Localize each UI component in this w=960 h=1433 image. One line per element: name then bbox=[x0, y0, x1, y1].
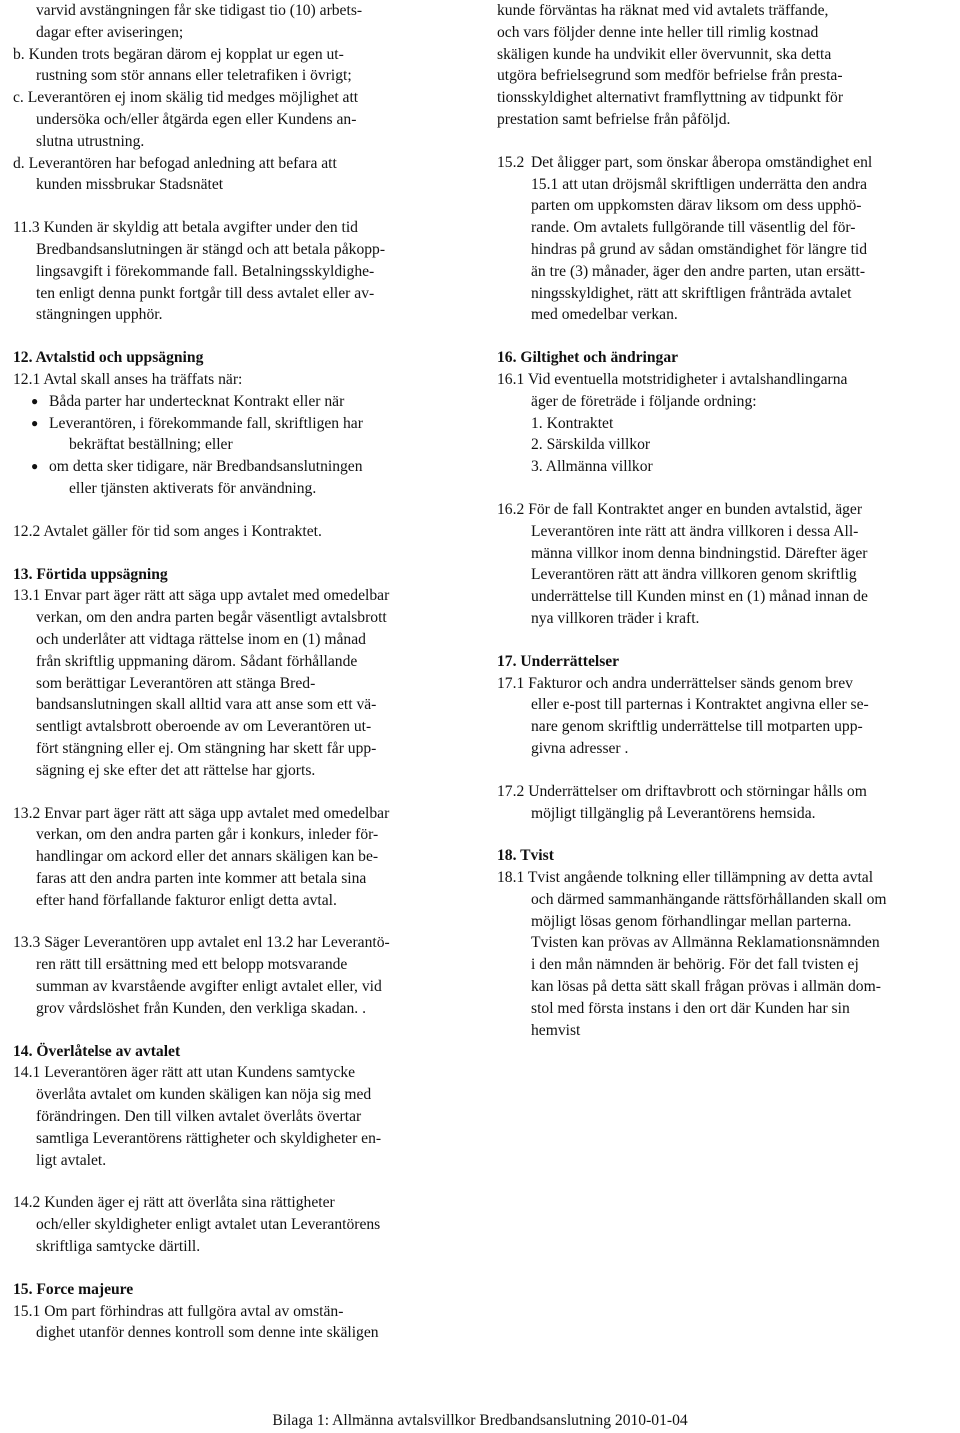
text-line: 16.2 För de fall Kontraktet anger en bunden avtalstid, äger bbox=[497, 500, 863, 518]
text-line: underrättelse till Kunden minst en (1) månad innan de bbox=[531, 588, 868, 606]
text-line: förändringen. Den till vilken avtalet överlåts övertar bbox=[36, 1108, 362, 1126]
text-line: 15.1 att utan dröjsmål skriftligen underrätta den andra bbox=[531, 175, 868, 193]
bullet-list bbox=[13, 391, 453, 500]
clause-b: b. Kunden trots begäran därom ej kopplat ur egen ut- bbox=[13, 45, 344, 63]
text-line: än tre (3) månader, äger den andre parten, utan ersätt- bbox=[531, 262, 866, 280]
text-line: kunde förväntas ha räknat med vid avtalets träffande, bbox=[497, 2, 829, 19]
text-line: från skriftlig uppmaning därom. Sådant förhållande bbox=[36, 652, 358, 670]
text-line: hemvist bbox=[531, 1021, 581, 1039]
text-line: i den mån nämnden är behörig. För det fall tvisten ej bbox=[531, 956, 859, 974]
section-16-2 bbox=[497, 499, 952, 630]
right-column bbox=[497, 0, 952, 1041]
text-line: möjligt tillgänglig på Leverantörens hemsida. bbox=[531, 804, 816, 822]
text-line: 17.2 Underrättelser om driftavbrott och störningar hålls om bbox=[497, 782, 867, 800]
text-line: 16.1 Vid eventuella motstridigheter i avtalshandlingarna bbox=[497, 370, 848, 388]
text-line: dighet utanför dennes kontroll som denne inte skäligen bbox=[36, 1324, 379, 1342]
section-15-2 bbox=[497, 152, 952, 326]
section-17-2 bbox=[497, 781, 952, 825]
section-12-1: 12.1 Avtal skall anses ha träffats när: bbox=[13, 370, 243, 388]
section-13-3 bbox=[13, 932, 453, 1019]
text-line: skäligen kunde ha undvikit eller övervunnit, ska detta bbox=[497, 45, 832, 63]
section-heading-14: 14. Överlåtelse av avtalet bbox=[13, 1042, 181, 1060]
text-line: utgöra befrielsegrund som medför befrielse från presta- bbox=[497, 67, 843, 85]
text-line: 13.1 Envar part äger rätt att säga upp avtalet med omedelbar bbox=[13, 587, 390, 605]
text-line: kan lösas på detta sätt skall frågan prövas i allmän dom- bbox=[531, 978, 881, 996]
text-line: givna adresser . bbox=[531, 739, 629, 757]
text-line: kunden missbrukar Stadsnätet bbox=[36, 176, 224, 194]
list-item bbox=[13, 456, 453, 478]
text-line: 15.1 Om part förhindras att fullgöra avtal av omstän- bbox=[13, 1302, 344, 1320]
text-line: samtliga Leverantörens rättigheter och skyldigheter en- bbox=[36, 1129, 382, 1147]
section-13-2 bbox=[13, 803, 453, 912]
clause-c: c. Leverantören ej inom skälig tid medges möjlighet att bbox=[13, 89, 359, 107]
section-heading-16: 16. Giltighet och ändringar bbox=[497, 349, 679, 367]
list-item: 1. Kontraktet bbox=[531, 414, 614, 432]
text-line: nare genom skriftlig underrättelse till motparten upp- bbox=[531, 718, 863, 736]
text-line: efter hand förfallande fakturor enligt detta avtal. bbox=[36, 891, 337, 909]
text-line: med omedelbar verkan. bbox=[531, 306, 678, 324]
text-line: ningsskyldighet, rätt att skriftligen frånträda avtalet bbox=[531, 284, 852, 302]
text-line: stängningen upphör. bbox=[36, 306, 163, 324]
list-item-text: eller tjänsten aktiverats för användning. bbox=[69, 479, 317, 497]
bullet-icon: ● bbox=[31, 393, 39, 408]
text-line: faras att den andra parten inte kommer att betala sina bbox=[36, 869, 367, 887]
text-line: överlåta avtalet om kunden skäligen kan nöja sig med bbox=[36, 1086, 372, 1104]
text-line: sägning ej ske efter det att rättelse har gjorts. bbox=[36, 761, 316, 779]
text-line: bandsanslutningen skall alltid vara att anse som ett vä- bbox=[36, 696, 377, 714]
text-line: stol med första instans i den ort där Kunden har sin bbox=[531, 999, 850, 1017]
text-line: nya villkoren träder i kraft. bbox=[531, 609, 700, 627]
text-line: rustning som stör annans eller teletrafiken i övrigt; bbox=[36, 67, 352, 85]
text-line: Leverantören rätt att ändra villkoren genom skriftlig bbox=[531, 566, 857, 584]
text-line: sentligt avtalsbrott oberoende av om Leverantören ut- bbox=[36, 718, 372, 736]
text-line: Det åligger part, som önskar åberopa omständighet enl bbox=[531, 153, 873, 171]
list-item: 3. Allmänna villkor bbox=[531, 458, 653, 476]
page-footer: Bilaga 1: Allmänna avtalsvillkor Bredbandsanslutning 2010-01-04 bbox=[272, 1412, 688, 1429]
text-line: rande. Om avtalets fullgörande till väsentlig del för- bbox=[531, 219, 856, 237]
text-line: Bredbandsanslutningen är stängd och att betala påkopp- bbox=[36, 240, 386, 258]
list-item-text: Leverantören, i förekommande fall, skriftligen har bbox=[49, 414, 363, 432]
clause-d: d. Leverantören har befogad anledning att befara att bbox=[13, 154, 337, 172]
bullet-icon: ● bbox=[31, 459, 39, 474]
section-number: 15.2 bbox=[497, 153, 525, 171]
text-line: ten enligt denna punkt fortgår till dess avtalet eller av- bbox=[36, 284, 375, 302]
text-line: ligt avtalet. bbox=[36, 1151, 107, 1169]
text-line: fört stängning eller ej. Om stängning har skett får upp- bbox=[36, 739, 377, 757]
section-heading-13: 13. Förtida uppsägning bbox=[13, 565, 168, 583]
text-line: prestation samt befrielse från påföljd. bbox=[497, 110, 731, 128]
text-line: Tvisten kan prövas av Allmänna Reklamationsnämnden bbox=[531, 934, 880, 952]
section-13-1 bbox=[13, 585, 453, 781]
text-line: tionsskyldighet alternativt framflyttning av tidpunkt för bbox=[497, 89, 844, 107]
section-heading-18: 18. Tvist bbox=[497, 847, 554, 865]
text-line: och/eller skyldigheter enligt avtalet utan Leverantörens bbox=[36, 1216, 381, 1234]
text-line: summan av kvarstående avgifter enligt avtalet eller, vid bbox=[36, 978, 382, 996]
section-14-1 bbox=[13, 1062, 453, 1171]
text-line: och underlåter att vidtaga rättelse inom en (1) månad bbox=[36, 630, 366, 648]
list-item-text: om detta sker tidigare, när Bredbandsanslutningen bbox=[49, 458, 363, 476]
text-line: männa villkor inom denna bindningstid. Därefter äger bbox=[531, 544, 868, 562]
text-line: 14.1 Leverantören äger rätt att utan Kundens samtycke bbox=[13, 1064, 356, 1082]
section-11-3 bbox=[13, 217, 453, 326]
text-line: parten om uppkomsten därav liksom om dess upphö- bbox=[531, 197, 862, 215]
text-line: handlingar om ackord eller det annars skäligen kan be- bbox=[36, 848, 379, 866]
text-line: och därmed sammanhängande rättsförhållanden skall om bbox=[531, 890, 887, 908]
list-item bbox=[13, 413, 453, 435]
text-line: lingsavgift i förekommande fall. Betalningsskyldighe- bbox=[36, 262, 375, 280]
section-17-1 bbox=[497, 673, 952, 760]
text-line: hindras på grund av sådan omständighet för längre tid bbox=[531, 240, 868, 258]
text-line: 14.2 Kunden äger ej rätt att överlåta sina rättigheter bbox=[13, 1194, 335, 1212]
section-heading-17: 17. Underrättelser bbox=[497, 652, 620, 670]
section-15-1-continued bbox=[497, 0, 952, 131]
text-line: varvid avstängningen får ske tidigast tio (10) arbets- bbox=[36, 2, 363, 19]
text-line: skriftliga samtycke därtill. bbox=[36, 1238, 201, 1256]
section-heading-12: 12. Avtalstid och uppsägning bbox=[13, 349, 204, 367]
text-line: 11.3 Kunden är skyldig att betala avgifter under den tid bbox=[13, 219, 358, 237]
section-14-2 bbox=[13, 1192, 453, 1257]
bullet-icon: ● bbox=[31, 415, 39, 430]
text-line: grov vårdslöshet från Kunden, den verkliga skadan. . bbox=[36, 999, 366, 1017]
text-line: 18.1 Tvist angående tolkning eller tillämpning av detta avtal bbox=[497, 869, 874, 887]
text-line: verkan, om den andra parten begår väsentligt avtalsbrott bbox=[36, 609, 387, 627]
section-18-1 bbox=[497, 867, 952, 1041]
text-line: 13.2 Envar part äger rätt att säga upp avtalet med omedelbar bbox=[13, 804, 390, 822]
list-item bbox=[13, 391, 453, 413]
list-item-text: bekräftat beställning; eller bbox=[69, 436, 233, 454]
text-line: som berättigar Leverantören att stänga Bred- bbox=[36, 674, 316, 692]
text-line: verkan, om den andra parten går i konkurs, inleder för- bbox=[36, 826, 379, 844]
section-heading-15: 15. Force majeure bbox=[13, 1280, 134, 1298]
text-line: dagar efter aviseringen; bbox=[36, 23, 184, 41]
section-12-2: 12.2 Avtalet gäller för tid som anges i Kontraktet. bbox=[13, 522, 322, 540]
list-item-text: Båda parter har undertecknat Kontrakt eller när bbox=[49, 392, 345, 410]
section-16-1 bbox=[497, 369, 952, 478]
text-line: undersöka och/eller åtgärda egen eller Kundens an- bbox=[36, 110, 357, 128]
text-line: 17.1 Fakturor och andra underrättelser sänds genom brev bbox=[497, 674, 853, 692]
text-line: slutna utrustning. bbox=[36, 132, 145, 150]
left-column bbox=[13, 0, 453, 1344]
list-item: 2. Särskilda villkor bbox=[531, 436, 651, 454]
text-line: 13.3 Säger Leverantören upp avtalet enl 13.2 har Leverantö- bbox=[13, 934, 390, 952]
text-line: möjligt lösas genom förhandlingar mellan parterna. bbox=[531, 912, 852, 930]
text-line: äger de företräde i följande ordning: bbox=[531, 392, 757, 410]
text-line: eller e-post till parternas i Kontraktet angivna eller se- bbox=[531, 696, 869, 714]
text-line: ren rätt till ersättning med ett belopp motsvarande bbox=[36, 956, 348, 974]
text-line: och vars följder denne inte heller till rimlig kostnad bbox=[497, 23, 819, 41]
section-15-1 bbox=[13, 1301, 453, 1345]
text-line: Leverantören inte rätt att ändra villkoren i dessa All- bbox=[531, 522, 859, 540]
